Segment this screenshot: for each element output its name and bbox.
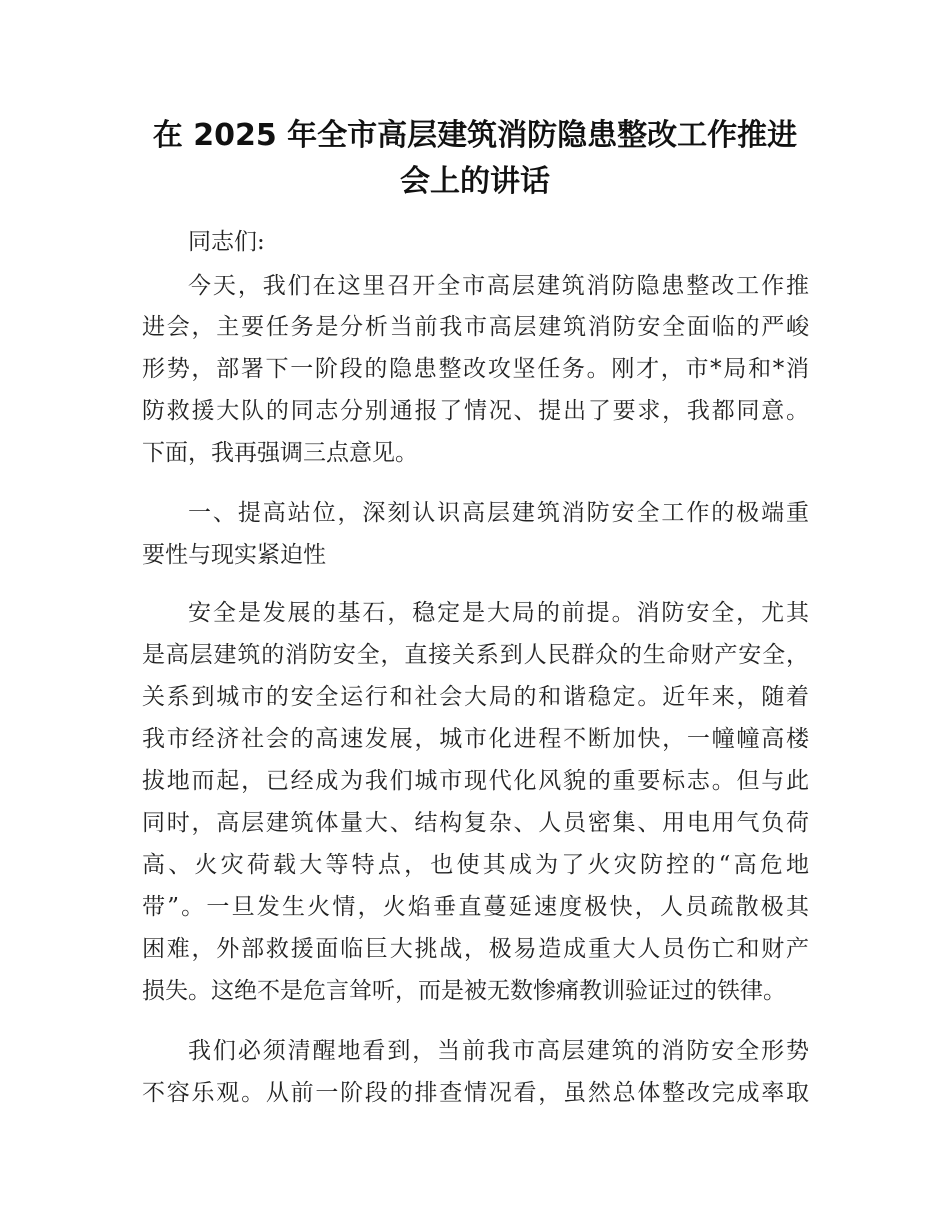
paragraph-3-line-7: 高、火灾荷载大等特点，也使其成为了火灾防控的“高危地: [142, 852, 809, 878]
paragraph-3-line-9: 困难，外部救援面临巨大挑战，极易造成重大人员伤亡和财产: [142, 936, 809, 962]
section-heading-1-line-1: 一、提高站位，深刻认识高层建筑消防安全工作的极端重: [188, 500, 809, 526]
paragraph-3-line-5: 拔地而起，已经成为我们城市现代化风貌的重要标志。但与此: [142, 768, 809, 794]
paragraph-3-line-3: 关系到城市的安全运行和社会大局的和谐稳定。近年来，随着: [142, 684, 809, 710]
paragraph-1-line-3: 形势，部署下一阶段的隐患整改攻坚任务。刚才，市*局和*消: [142, 356, 809, 382]
paragraph-3-line-8: 带”。一旦发生火情，火焰垂直蔓延速度极快，人员疏散极其: [142, 894, 809, 920]
document-title-line-2: 会上的讲话: [400, 164, 550, 199]
document-title-line-1: 在 2025 年全市高层建筑消防隐患整改工作推进: [152, 118, 798, 153]
paragraph-3-line-2: 是高层建筑的消防安全，直接关系到人民群众的生命财产安全，: [142, 642, 809, 668]
paragraph-3-line-4: 我市经济社会的高速发展，城市化进程不断加快，一幢幢高楼: [142, 726, 809, 752]
paragraph-1-line-2: 进会，主要任务是分析当前我市高层建筑消防安全面临的严峻: [142, 314, 809, 340]
paragraph-4-line-1: 我们必须清醒地看到，当前我市高层建筑的消防安全形势: [188, 1038, 809, 1064]
paragraph-1-line-5: 下面，我再强调三点意见。: [142, 440, 418, 466]
section-heading-1-line-2: 要性与现实紧迫性: [142, 542, 326, 568]
paragraph-4-line-2: 不容乐观。从前一阶段的排查情况看，虽然总体整改完成率取: [142, 1080, 809, 1106]
salutation: 同志们:: [188, 229, 265, 255]
paragraph-3-line-6: 同时，高层建筑体量大、结构复杂、人员密集、用电用气负荷: [142, 810, 809, 836]
paragraph-3-line-10: 损失。这绝不是危言耸听，而是被无数惨痛教训验证过的铁律。: [142, 978, 786, 1004]
paragraph-1-line-4: 防救援大队的同志分别通报了情况、提出了要求，我都同意。: [142, 398, 809, 424]
paragraph-1-line-1: 今天，我们在这里召开全市高层建筑消防隐患整改工作推: [188, 273, 809, 299]
paragraph-3-line-1: 安全是发展的基石，稳定是大局的前提。消防安全，尤其: [188, 600, 809, 626]
